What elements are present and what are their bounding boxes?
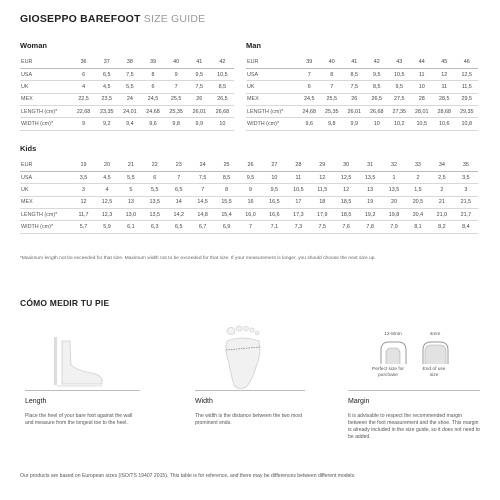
row-label: EUR <box>20 159 72 171</box>
table-cell: 13 <box>358 184 382 196</box>
table-row <box>20 118 234 130</box>
table-cell: 8,4 <box>454 221 478 233</box>
table-cell: 36 <box>72 56 95 68</box>
table-row <box>20 184 478 196</box>
table-cell: 9,2 <box>95 118 118 130</box>
table-cell: 9 <box>72 118 95 130</box>
table-cell: 9,8 <box>165 118 188 130</box>
table-cell: 7,1 <box>262 221 286 233</box>
table-cell: 22 <box>143 159 167 171</box>
length-section <box>25 398 140 427</box>
table-cell: 27,5 <box>388 93 411 105</box>
margin-caption-1: Perfect size for purchase <box>372 367 404 378</box>
table-cell: 26 <box>343 93 366 105</box>
table-cell: 13,5 <box>358 171 382 183</box>
table-cell: 18 <box>310 196 334 208</box>
table-cell: 24 <box>191 159 215 171</box>
table-row <box>20 81 234 93</box>
table-cell: 8 <box>321 68 344 80</box>
table-cell: 8,5 <box>215 171 239 183</box>
table-cell: 9,5 <box>239 171 263 183</box>
brand-name: GIOSEPPO BAREFOOT <box>20 13 141 25</box>
table-cell: 7,6 <box>334 221 358 233</box>
table-cell: 24,68 <box>298 106 321 118</box>
table-cell: 5,5 <box>143 184 167 196</box>
table-row <box>246 68 478 80</box>
table-cell: 23 <box>167 159 191 171</box>
row-label: WIDTH (cm)* <box>246 118 298 130</box>
table-cell: 26,5 <box>211 93 234 105</box>
table-cell: 7,5 <box>310 221 334 233</box>
table-cell: 13,5 <box>382 184 406 196</box>
row-label: MEX <box>20 196 72 208</box>
table-cell: 8,5 <box>343 68 366 80</box>
table-row <box>20 106 234 118</box>
table-cell: 7,5 <box>343 81 366 93</box>
table-cell: 44 <box>411 56 434 68</box>
kids-size-table <box>20 159 478 234</box>
table-cell: 29 <box>310 159 334 171</box>
table-cell: 12,3 <box>95 209 119 221</box>
row-label: WIDTH (cm)* <box>20 118 72 130</box>
table-cell: 12,5 <box>334 171 358 183</box>
length-text: Place the heel of your bare foot against the wall and measure from the longest toe to the heel. <box>25 413 133 426</box>
table-cell: 46 <box>456 56 479 68</box>
table-cell: 9,5 <box>388 81 411 93</box>
table-cell: 6,9 <box>215 221 239 233</box>
table-cell: 21,5 <box>454 196 478 208</box>
table-cell: 5 <box>119 184 143 196</box>
table-cell: 43 <box>388 56 411 68</box>
table-cell: 28 <box>411 93 434 105</box>
table-cell: 9,8 <box>321 118 344 130</box>
table-cell: 10,5 <box>411 118 434 130</box>
table-cell: 9,5 <box>188 68 211 80</box>
table-cell: 12 <box>433 68 456 80</box>
table-cell: 40 <box>165 56 188 68</box>
table-cell: 17,9 <box>310 209 334 221</box>
table-cell: 26,01 <box>188 106 211 118</box>
table-cell: 4,5 <box>95 81 118 93</box>
table-cell: 2 <box>430 184 454 196</box>
table-cell: 32 <box>382 159 406 171</box>
table-row <box>246 56 478 68</box>
row-label: WIDTH (cm)* <box>20 221 72 233</box>
table-cell: 41 <box>188 56 211 68</box>
table-cell: 26,5 <box>366 93 389 105</box>
table-cell: 24,5 <box>298 93 321 105</box>
row-label: EUR <box>246 56 298 68</box>
table-cell: 7,5 <box>191 171 215 183</box>
table-cell: 1,5 <box>406 184 430 196</box>
table-cell: 11 <box>286 171 310 183</box>
table-cell: 10 <box>411 81 434 93</box>
table-cell: 7 <box>167 171 191 183</box>
table-cell: 7,3 <box>286 221 310 233</box>
table-cell: 35 <box>454 159 478 171</box>
table-cell: 13,5 <box>143 209 167 221</box>
row-label: USA <box>20 68 72 80</box>
table-cell: 28,01 <box>411 106 434 118</box>
footer-disclaimer: Our products are based on European sizes (ISO/TS 19407 2015). This table is for reference, and there may be differences between different models. <box>20 473 356 479</box>
table-row <box>246 81 478 93</box>
table-cell: 16,6 <box>262 209 286 221</box>
table-cell: 8,5 <box>211 81 234 93</box>
table-cell: 7,9 <box>382 221 406 233</box>
table-cell: 15,5 <box>215 196 239 208</box>
table-cell: 8,5 <box>366 81 389 93</box>
table-cell: 8 <box>141 68 164 80</box>
table-cell: 23,35 <box>95 106 118 118</box>
table-cell: 17 <box>286 196 310 208</box>
table-cell: 22,5 <box>72 93 95 105</box>
table-cell: 8,2 <box>430 221 454 233</box>
table-cell: 10,5 <box>211 68 234 80</box>
table-cell: 3 <box>72 184 95 196</box>
width-section <box>195 398 305 427</box>
table-cell: 5,7 <box>72 221 95 233</box>
margin-caption-2: End of use size <box>422 367 446 378</box>
table-cell: 5,5 <box>119 171 143 183</box>
table-cell: 12 <box>310 171 334 183</box>
table-cell: 39 <box>141 56 164 68</box>
table-cell: 21 <box>430 196 454 208</box>
table-cell: 27,35 <box>388 106 411 118</box>
table-cell: 6,1 <box>119 221 143 233</box>
table-cell: 1 <box>382 171 406 183</box>
table-cell: 12 <box>334 184 358 196</box>
table-cell: 20 <box>95 159 119 171</box>
table-cell: 13 <box>119 196 143 208</box>
table-cell: 16,0 <box>239 209 263 221</box>
page-title <box>20 13 205 25</box>
table-cell: 20,5 <box>406 196 430 208</box>
table-row <box>20 209 478 221</box>
row-label: USA <box>20 171 72 183</box>
margin-section <box>348 398 480 441</box>
table-cell: 10 <box>262 171 286 183</box>
table-cell: 25,35 <box>165 106 188 118</box>
row-label: MEX <box>20 93 72 105</box>
woman-heading: Woman <box>20 41 47 50</box>
table-cell: 24 <box>118 93 141 105</box>
table-cell: 2,5 <box>430 171 454 183</box>
man-size-table <box>246 56 478 131</box>
margin-range-1: 12-8mm <box>384 332 402 337</box>
table-cell: 6,5 <box>167 184 191 196</box>
table-cell: 27 <box>262 159 286 171</box>
table-cell: 9,4 <box>118 118 141 130</box>
table-row <box>20 56 234 68</box>
table-cell: 14,8 <box>191 209 215 221</box>
row-label: LENGTH (cm)* <box>20 209 72 221</box>
table-cell: 25,35 <box>321 106 344 118</box>
margin-range-2: 4mm <box>429 332 441 337</box>
table-cell: 9,9 <box>188 118 211 130</box>
margin-text: It is advisable to respect the recommended margin between the foot measurement and the shoe. This margin is already included in the size guide, so it does not need to be added. <box>348 413 480 440</box>
table-cell: 10 <box>366 118 389 130</box>
table-cell: 12 <box>72 196 95 208</box>
table-cell: 20 <box>382 196 406 208</box>
table-cell: 6,5 <box>167 221 191 233</box>
table-cell: 6 <box>141 81 164 93</box>
table-cell: 7,8 <box>358 221 382 233</box>
table-cell: 10,8 <box>456 118 479 130</box>
table-cell: 28,68 <box>433 106 456 118</box>
table-cell: 21,7 <box>454 209 478 221</box>
table-cell: 3 <box>454 184 478 196</box>
table-cell: 9,6 <box>141 118 164 130</box>
table-cell: 38 <box>118 56 141 68</box>
table-cell: 7 <box>165 81 188 93</box>
table-row <box>20 196 478 208</box>
table-cell: 2 <box>406 171 430 183</box>
table-cell: 41 <box>343 56 366 68</box>
table-cell: 33 <box>406 159 430 171</box>
table-cell: 8 <box>215 184 239 196</box>
table-cell: 6 <box>72 68 95 80</box>
row-label: LENGTH (cm)* <box>20 106 72 118</box>
table-cell: 4 <box>72 81 95 93</box>
table-cell: 6 <box>298 81 321 93</box>
table-row <box>20 159 478 171</box>
table-row <box>20 171 478 183</box>
table-cell: 23,5 <box>95 93 118 105</box>
table-cell: 7 <box>191 184 215 196</box>
table-cell: 11,5 <box>456 81 479 93</box>
width-divider <box>195 390 305 391</box>
table-cell: 39 <box>298 56 321 68</box>
guide-subtitle: SIZE GUIDE <box>143 13 206 25</box>
table-cell: 12,5 <box>95 196 119 208</box>
table-cell: 25 <box>215 159 239 171</box>
table-cell: 19,2 <box>358 209 382 221</box>
woman-size-table <box>20 56 234 131</box>
table-cell: 7,5 <box>118 68 141 80</box>
table-cell: 13,0 <box>119 209 143 221</box>
table-row <box>246 93 478 105</box>
table-cell: 9,5 <box>366 68 389 80</box>
table-cell: 5,5 <box>118 81 141 93</box>
table-cell: 15,4 <box>215 209 239 221</box>
table-row <box>20 221 478 233</box>
margin-divider <box>348 390 480 391</box>
kids-heading: Kids <box>20 144 37 153</box>
table-cell: 11 <box>411 68 434 80</box>
table-cell: 42 <box>366 56 389 68</box>
table-cell: 24,68 <box>141 106 164 118</box>
table-row <box>246 106 478 118</box>
table-cell: 9,5 <box>262 184 286 196</box>
table-cell: 22,68 <box>72 106 95 118</box>
foot-length-illustration <box>40 335 120 390</box>
table-cell: 10,6 <box>433 118 456 130</box>
table-cell: 24,01 <box>118 106 141 118</box>
table-cell: 34 <box>430 159 454 171</box>
table-cell: 21,0 <box>430 209 454 221</box>
row-label: EUR <box>20 56 72 68</box>
table-cell: 26 <box>239 159 263 171</box>
table-cell: 19 <box>72 159 95 171</box>
table-cell: 26,68 <box>211 106 234 118</box>
length-title: Length <box>25 398 47 405</box>
footprint-width-illustration <box>218 323 268 393</box>
table-cell: 25,5 <box>165 93 188 105</box>
table-cell: 40 <box>321 56 344 68</box>
table-cell: 9 <box>239 184 263 196</box>
table-cell: 9,6 <box>298 118 321 130</box>
table-cell: 21 <box>119 159 143 171</box>
table-cell: 24,5 <box>141 93 164 105</box>
table-cell: 6,7 <box>191 221 215 233</box>
length-divider <box>25 390 140 391</box>
table-cell: 18,5 <box>334 209 358 221</box>
table-cell: 28,5 <box>433 93 456 105</box>
table-cell: 18,5 <box>334 196 358 208</box>
table-cell: 10,5 <box>286 184 310 196</box>
table-cell: 28 <box>286 159 310 171</box>
width-title: Width <box>195 398 213 405</box>
table-cell: 10 <box>211 118 234 130</box>
row-label: LENGTH (cm)* <box>246 106 298 118</box>
table-cell: 14,2 <box>167 209 191 221</box>
table-cell: 7 <box>321 81 344 93</box>
table-cell: 9 <box>165 68 188 80</box>
table-cell: 11 <box>433 81 456 93</box>
row-label: UK <box>20 184 72 196</box>
row-label: UK <box>20 81 72 93</box>
table-cell: 5,9 <box>95 221 119 233</box>
table-cell: 9,9 <box>343 118 366 130</box>
table-cell: 8,1 <box>406 221 430 233</box>
row-label: UK <box>246 81 298 93</box>
table-cell: 29,35 <box>456 106 479 118</box>
table-cell: 17,3 <box>286 209 310 221</box>
table-cell: 30 <box>334 159 358 171</box>
table-cell: 7,5 <box>188 81 211 93</box>
margin-illustration <box>378 340 458 366</box>
table-cell: 7 <box>298 68 321 80</box>
size-note: *Maximum length not be exceeded for that size. Maximum width not to be exceeded for that size. If your measurement is longer, you should choose the next size up. <box>20 256 376 261</box>
how-to-measure-title: CÓMO MEDIR TU PIE <box>20 298 110 308</box>
table-row <box>246 118 478 130</box>
table-cell: 11,7 <box>72 209 95 221</box>
margin-title: Margin <box>348 398 370 405</box>
table-cell: 29,5 <box>456 93 479 105</box>
table-cell: 10,5 <box>388 68 411 80</box>
table-cell: 6,3 <box>143 221 167 233</box>
table-cell: 3,5 <box>72 171 95 183</box>
table-cell: 3,5 <box>454 171 478 183</box>
table-cell: 14 <box>167 196 191 208</box>
table-cell: 16,5 <box>262 196 286 208</box>
table-row <box>20 68 234 80</box>
man-heading: Man <box>246 41 261 50</box>
table-cell: 13,5 <box>143 196 167 208</box>
table-cell: 37 <box>95 56 118 68</box>
table-cell: 45 <box>433 56 456 68</box>
table-cell: 26 <box>188 93 211 105</box>
table-cell: 6 <box>143 171 167 183</box>
row-label: MEX <box>246 93 298 105</box>
table-cell: 14,5 <box>191 196 215 208</box>
table-cell: 19 <box>358 196 382 208</box>
table-cell: 4,5 <box>95 171 119 183</box>
table-row <box>20 93 234 105</box>
table-cell: 11,5 <box>310 184 334 196</box>
table-cell: 25,5 <box>321 93 344 105</box>
table-cell: 42 <box>211 56 234 68</box>
table-cell: 6,5 <box>95 68 118 80</box>
table-cell: 31 <box>358 159 382 171</box>
table-cell: 16 <box>239 196 263 208</box>
table-cell: 7 <box>239 221 263 233</box>
table-cell: 26,01 <box>343 106 366 118</box>
table-cell: 4 <box>95 184 119 196</box>
table-cell: 20,4 <box>406 209 430 221</box>
table-cell: 10,2 <box>388 118 411 130</box>
table-cell: 19,8 <box>382 209 406 221</box>
row-label: USA <box>246 68 298 80</box>
table-cell: 26,68 <box>366 106 389 118</box>
table-cell: 12,5 <box>456 68 479 80</box>
width-text: The width is the distance between the two most prominent ends. <box>195 413 303 426</box>
